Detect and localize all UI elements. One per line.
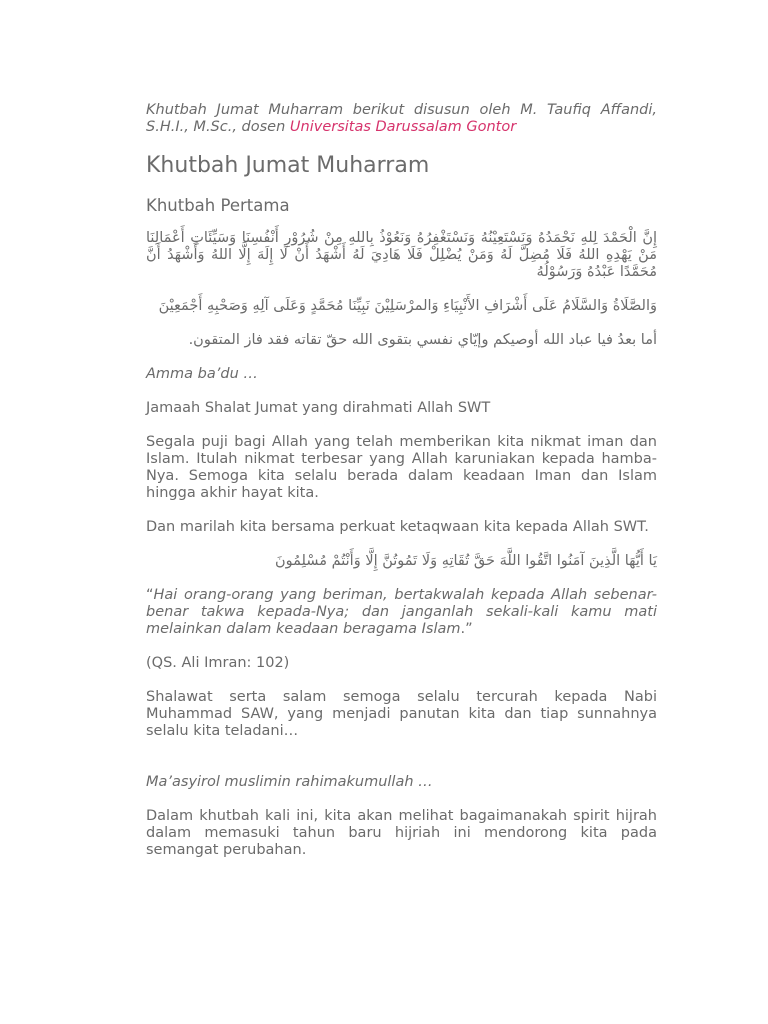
arabic-opening: إِنَّ الْحَمْدَ لِلهِ نَحْمَدُهُ وَنَسْتَعِيْنُهُ وَنَسْتَغْفِرُهُ وَنَعُوْذُ بِاللهِ مِنْ شُرُوْرِ أَنْفُسِنَا وَسَيِّئَاتِ أَعْمَالِنَا مَنْ يَهْدِهِ اللهُ فَلَا مُضِلَّ لَهُ وَمَنْ يُضْلِلْ فَلَا هَادِيَ لَهُ أَشْهَدُ أَنْ لَا إِلَهَ إِلَّا اللهُ وَأَشْهَدُ أَنَّ مُحَمَّدًا عَبْدُهُ وَرَسُوْلُهُ [146,230,657,280]
document-page [146,102,657,876]
paragraph-praise: Segala puji bagi Allah yang telah memberikan kita nikmat iman dan Islam. Itulah nikmat terbesar yang Allah karuniakan kepada hamba-Nya. Semoga kita selalu berada dalam keadaan Iman dan Islam hingga akhir hayat kita. [146,434,657,501]
university-link[interactable]: Universitas Darussalam Gontor [289,119,517,135]
quote-close: .” [460,621,473,637]
spacer [146,757,657,774]
intro-text: Khutbah Jumat Muharram berikut disusun oleh M. Taufiq Affandi, S.H.I., M.Sc., dosen [146,102,657,135]
arabic-shalawat: وَالصَّلَاةُ وَالسَّلَامُ عَلَى أَشْرَافِ الأَنْبِيَاءِ وَالمرْسَلِيْنَ نَبِيِّنَا مُحَمَّدٍ وَعَلَى آلِهِ وَصَحْبِهِ أَجْمَعِيْنَ [158,298,657,314]
quote-open: “ [146,587,154,603]
verse-translation [146,587,657,638]
paragraph-taqwa: Dan marilah kita bersama perkuat ketaqwaan kita kepada Allah SWT. [146,519,649,535]
page-title: Khutbah Jumat Muharram [146,153,430,178]
arabic-verse: يَا أَيُّهَا الَّذِينَ آمَنُوا اتَّقُوا اللَّهَ حَقَّ تُقَاتِهِ وَلَا تَمُوتُنَّ إِلَّا وَأَنْتُمْ مُسْلِمُونَ [274,553,657,569]
maasyirol-greeting: Ma’asyirol muslimin rahimakumullah … [146,774,433,790]
paragraph-shalawat: Shalawat serta salam semoga selalu tercurah kepada Nabi Muhammad SAW, yang menjadi panutan kita dan tiap sunnahnya selalu kita teladani… [146,689,657,739]
section-subtitle: Khutbah Pertama [146,196,290,215]
quote-text: Hai orang-orang yang beriman, bertakwalah kepada Allah sebenar-benar takwa kepada-Nya; dan janganlah sekali-kali kamu mati melainkan dalam keadaan beragama Islam [146,587,657,637]
jamaah-greeting: Jamaah Shalat Jumat yang dirahmati Allah SWT [146,400,491,416]
intro-paragraph [146,102,657,136]
verse-reference: (QS. Ali Imran: 102) [146,655,290,671]
arabic-amma-badu: أما بعدُ فيا عباد الله أوصيكم وإيّاي نفسي بتقوى الله حقّ تقاته فقد فاز المتقون. [188,332,657,348]
paragraph-hijrah: Dalam khutbah kali ini, kita akan melihat bagaimanakah spirit hijrah dalam memasuki tahun baru hijriah ini mendorong kita pada semangat perubahan. [146,808,657,858]
amma-badu-text: Amma ba’du … [146,366,258,382]
